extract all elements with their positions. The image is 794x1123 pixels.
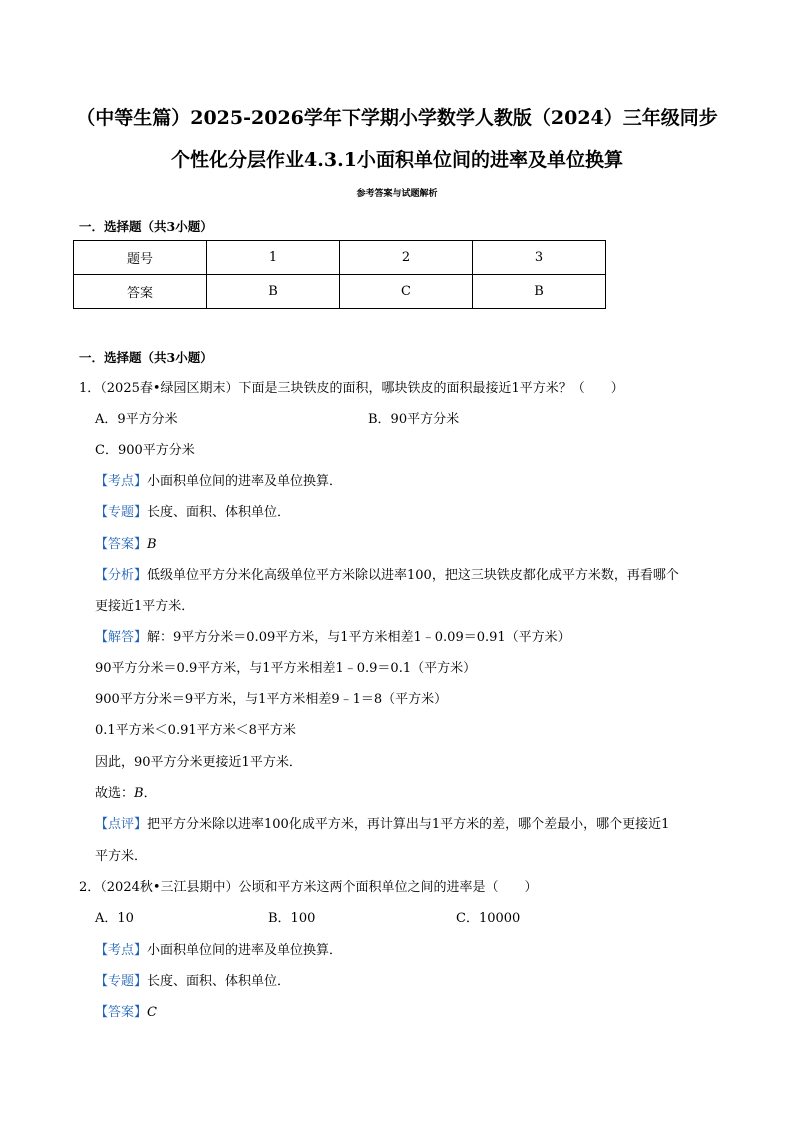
zhuanti-text: 长度、面积、体积单位． [147, 974, 291, 989]
table-cell-label: 答案 [74, 275, 207, 309]
question-1-jieda [95, 629, 571, 647]
table-row [74, 275, 606, 309]
question-2-option-a: A．10 [95, 911, 134, 926]
table-cell: 3 [473, 241, 606, 275]
question-1-fenxi [95, 567, 679, 585]
daan-text: C [147, 1005, 157, 1020]
table-cell-label: 题号 [74, 241, 207, 275]
question-2-kaodian [95, 942, 342, 960]
question-2-zhuanti [95, 973, 290, 991]
fenxi-text-1: 低级单位平方分米化高级单位平方米除以进率100，把这三块铁皮都化成平方米数，再看哪个 [147, 568, 679, 583]
question-1-answer [95, 536, 157, 554]
question-1-stem: 1．（2025春•绿园区期末）下面是三块铁皮的面积，哪块铁皮的面积最接近1平方米？（ ） [79, 381, 624, 396]
table-cell: 1 [207, 241, 340, 275]
daan-tag: 【答案】 [95, 537, 148, 552]
question-1-kaodian [95, 473, 342, 491]
zhuanti-tag: 【专题】 [95, 974, 148, 989]
table-cell: C [340, 275, 473, 309]
question-1-dianping [95, 816, 669, 834]
section-heading-questions: 一．选择题（共3小题） [79, 350, 213, 365]
question-1-jieda-line-6 [95, 785, 157, 803]
jieda-choice-end: ． [143, 786, 157, 801]
document-title-line-1: （中等生篇）2025-2026学年下学期小学数学人教版（2024）三年级同步 [76, 107, 718, 129]
table-cell: B [473, 275, 606, 309]
jieda-choice-value: B [134, 786, 144, 801]
question-2-option-c: C．10000 [456, 911, 521, 926]
daan-tag: 【答案】 [95, 1005, 148, 1020]
zhuanti-tag: 【专题】 [95, 505, 148, 520]
question-1-dianping-cont: 平方米． [95, 849, 148, 864]
jieda-tag: 【解答】 [95, 630, 148, 645]
question-2-stem: 2．（2024秋•三江县期中）公顷和平方米这两个面积单位之间的进率是（ ） [79, 880, 538, 895]
question-1-jieda-line-3: 900平方分米＝9平方米，与1平方米相差9﹣1＝8（平方米） [95, 692, 448, 707]
kaodian-text: 小面积单位间的进率及单位换算． [147, 474, 343, 489]
document-subtitle: 参考答案与试题解析 [356, 189, 438, 199]
question-1-fenxi-cont: 更接近1平方米． [95, 599, 195, 614]
jieda-text-1: 解：9平方分米＝0.09平方米，与1平方米相差1﹣0.09＝0.91（平方米） [147, 630, 571, 645]
table-cell: B [207, 275, 340, 309]
question-1-zhuanti [95, 504, 290, 522]
document-title-line-2: 个性化分层作业4.3.1小面积单位间的进率及单位换算 [171, 149, 623, 171]
dianping-tag: 【点评】 [95, 817, 148, 832]
question-1-jieda-line-4: 0.1平方米＜0.91平方米＜8平方米 [95, 723, 296, 738]
section-heading-answers: 一．选择题（共3小题） [79, 219, 213, 234]
question-1-option-c: C．900平方分米 [95, 443, 195, 458]
table-cell: 2 [340, 241, 473, 275]
question-1-option-a: A．9平方分米 [95, 412, 178, 427]
daan-text: B [147, 537, 157, 552]
question-1-jieda-line-2: 90平方分米＝0.9平方米，与1平方米相差1﹣0.9＝0.1（平方米） [95, 661, 477, 676]
question-1-jieda-line-5: 因此，90平方分米更接近1平方米． [95, 755, 302, 770]
question-2-option-b: B．100 [268, 911, 316, 926]
zhuanti-text: 长度、面积、体积单位． [147, 505, 291, 520]
fenxi-tag: 【分析】 [95, 568, 148, 583]
kaodian-text: 小面积单位间的进率及单位换算． [147, 943, 343, 958]
question-1-option-b: B．90平方分米 [368, 412, 460, 427]
table-row [74, 241, 606, 275]
answer-table [73, 240, 606, 309]
dianping-text-1: 把平方分米除以进率100化成平方米，再计算出与1平方米的差，哪个差最小，哪个更接近1 [147, 817, 670, 832]
kaodian-tag: 【考点】 [95, 474, 148, 489]
kaodian-tag: 【考点】 [95, 943, 148, 958]
jieda-choice-label: 故选： [95, 786, 135, 801]
question-2-answer [95, 1004, 157, 1022]
